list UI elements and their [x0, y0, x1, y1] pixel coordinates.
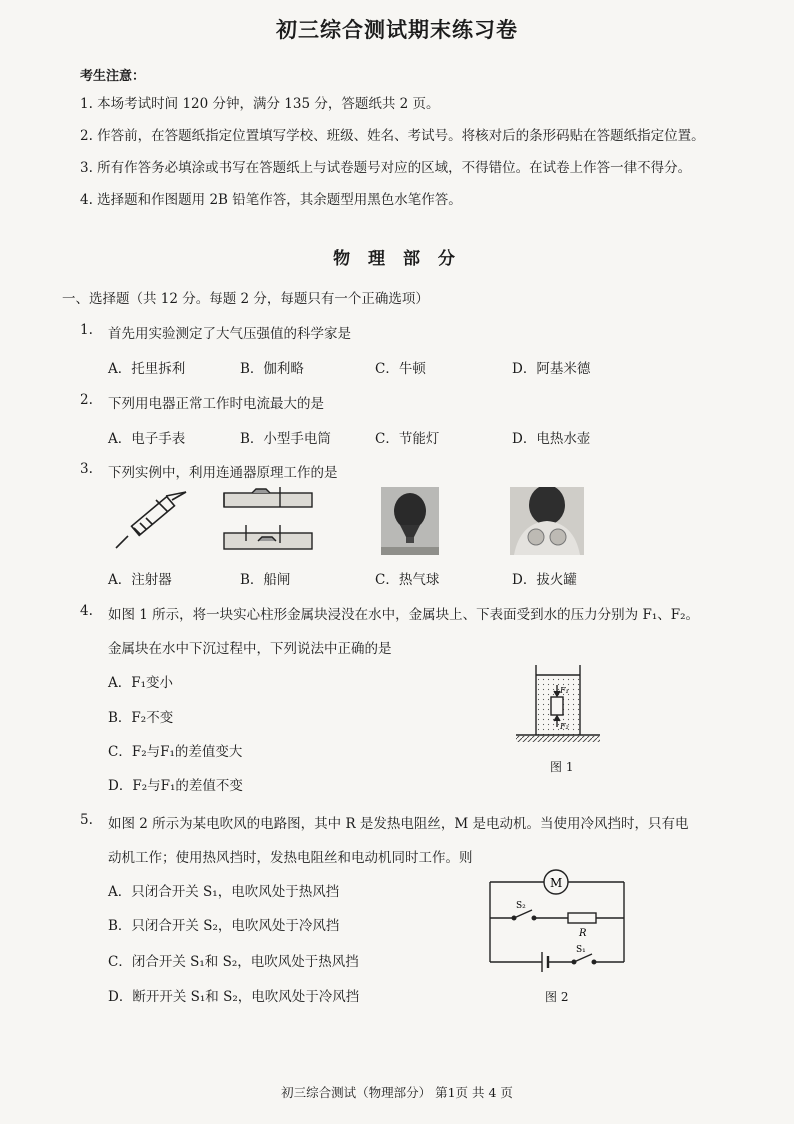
- q5-option-a: A．只闭合开关 S₁，电吹风处于热风挡: [108, 884, 340, 900]
- section-title: 物 理 部 分: [333, 249, 461, 269]
- notice-heading: 考生注意：: [80, 69, 146, 84]
- resistor-label: R: [579, 928, 587, 939]
- q4-option-b: B．F₂不变: [108, 710, 174, 726]
- q1-number: 1.: [80, 322, 93, 338]
- q5-stem-line2: 动机工作；使用热风挡时，发热电阻丝和电动机同时工作。则: [108, 850, 473, 866]
- page-footer: 初三综合测试（物理部分） 第1页 共 4 页: [281, 1085, 513, 1100]
- q1-option-b: B．伽利略: [240, 361, 304, 377]
- q3-number: 3.: [80, 461, 93, 477]
- q3-option-c: C．热气球: [375, 572, 440, 588]
- q2-option-b: B．小型手电筒: [240, 431, 331, 447]
- q4-stem-line2: 金属块在水中下沉过程中，下列说法中正确的是: [108, 641, 392, 657]
- notice-item-3: 3. 所有作答务必填涂或书写在答题纸上与试卷题号对应的区域，不得错位。在试卷上作答一律不得分。: [80, 160, 692, 176]
- s1-label: S₁: [576, 945, 586, 955]
- q4-option-c: C．F₂与F₁的差值变大: [108, 744, 243, 760]
- figure-2-caption: 图 2: [545, 990, 569, 1004]
- q1-option-d: D．阿基米德: [512, 361, 591, 377]
- q1-stem: 首先用实验测定了大气压强值的科学家是: [108, 326, 351, 342]
- q4-option-a: A．F₁变小: [108, 675, 174, 691]
- hot-air-balloon-image: [381, 487, 439, 555]
- q2-stem: 下列用电器正常工作时电流最大的是: [108, 396, 324, 412]
- q4-number: 4.: [80, 603, 93, 619]
- notice-item-1: 1. 本场考试时间 120 分钟，满分 135 分，答题纸共 2 页。: [80, 96, 440, 112]
- q5-stem-line1: 如图 2 所示为某电吹风的电路图，其中 R 是发热电阻丝，M 是电动机。当使用冷风挡时，只有电: [108, 816, 689, 832]
- q3-option-b: B．船闸: [240, 572, 291, 588]
- q3-option-d: D．拔火罐: [512, 572, 577, 588]
- q5-option-b: B．只闭合开关 S₂，电吹风处于冷风挡: [108, 918, 340, 934]
- figure-1-container-diagram: [512, 663, 602, 745]
- f2-label: F₂: [560, 722, 569, 731]
- q2-option-d: D．电热水壶: [512, 431, 591, 447]
- part-heading: 一、选择题（共 12 分。每题 2 分，每题只有一个正确选项）: [62, 291, 429, 307]
- q1-option-a: A．托里拆利: [108, 361, 186, 377]
- q3-stem: 下列实例中，利用连通器原理工作的是: [108, 465, 338, 481]
- cupping-image: [510, 487, 584, 555]
- figure-2-circuit-diagram: [484, 866, 630, 974]
- q3-option-a: A．注射器: [108, 572, 172, 588]
- ship-lock-image: [222, 485, 316, 557]
- page-title: 初三综合测试期末练习卷: [276, 17, 518, 42]
- s2-label: S₂: [516, 901, 526, 911]
- q2-option-c: C．节能灯: [375, 431, 440, 447]
- q5-number: 5.: [80, 812, 93, 828]
- q5-option-c: C．闭合开关 S₁和 S₂，电吹风处于热风挡: [108, 954, 359, 970]
- q4-option-d: D．F₂与F₁的差值不变: [108, 778, 243, 794]
- q2-option-a: A．电子手表: [108, 431, 186, 447]
- notice-item-2: 2. 作答前，在答题纸指定位置填写学校、班级、姓名、考试号。将核对后的条形码贴在答题纸指定位置。: [80, 128, 705, 144]
- f1-label: F₁: [560, 686, 569, 695]
- motor-label: M: [550, 876, 563, 890]
- q2-number: 2.: [80, 392, 93, 408]
- syringe-image: [112, 490, 192, 552]
- q1-option-c: C．牛顿: [375, 361, 426, 377]
- notice-item-4: 4. 选择题和作图题用 2B 铅笔作答，其余题型用黑色水笔作答。: [80, 192, 462, 208]
- q5-option-d: D．断开开关 S₁和 S₂，电吹风处于冷风挡: [108, 989, 360, 1005]
- figure-1-caption: 图 1: [550, 760, 574, 774]
- q4-stem-line1: 如图 1 所示，将一块实心柱形金属块浸没在水中，金属块上、下表面受到水的压力分别为 F₁、F₂。: [108, 607, 700, 623]
